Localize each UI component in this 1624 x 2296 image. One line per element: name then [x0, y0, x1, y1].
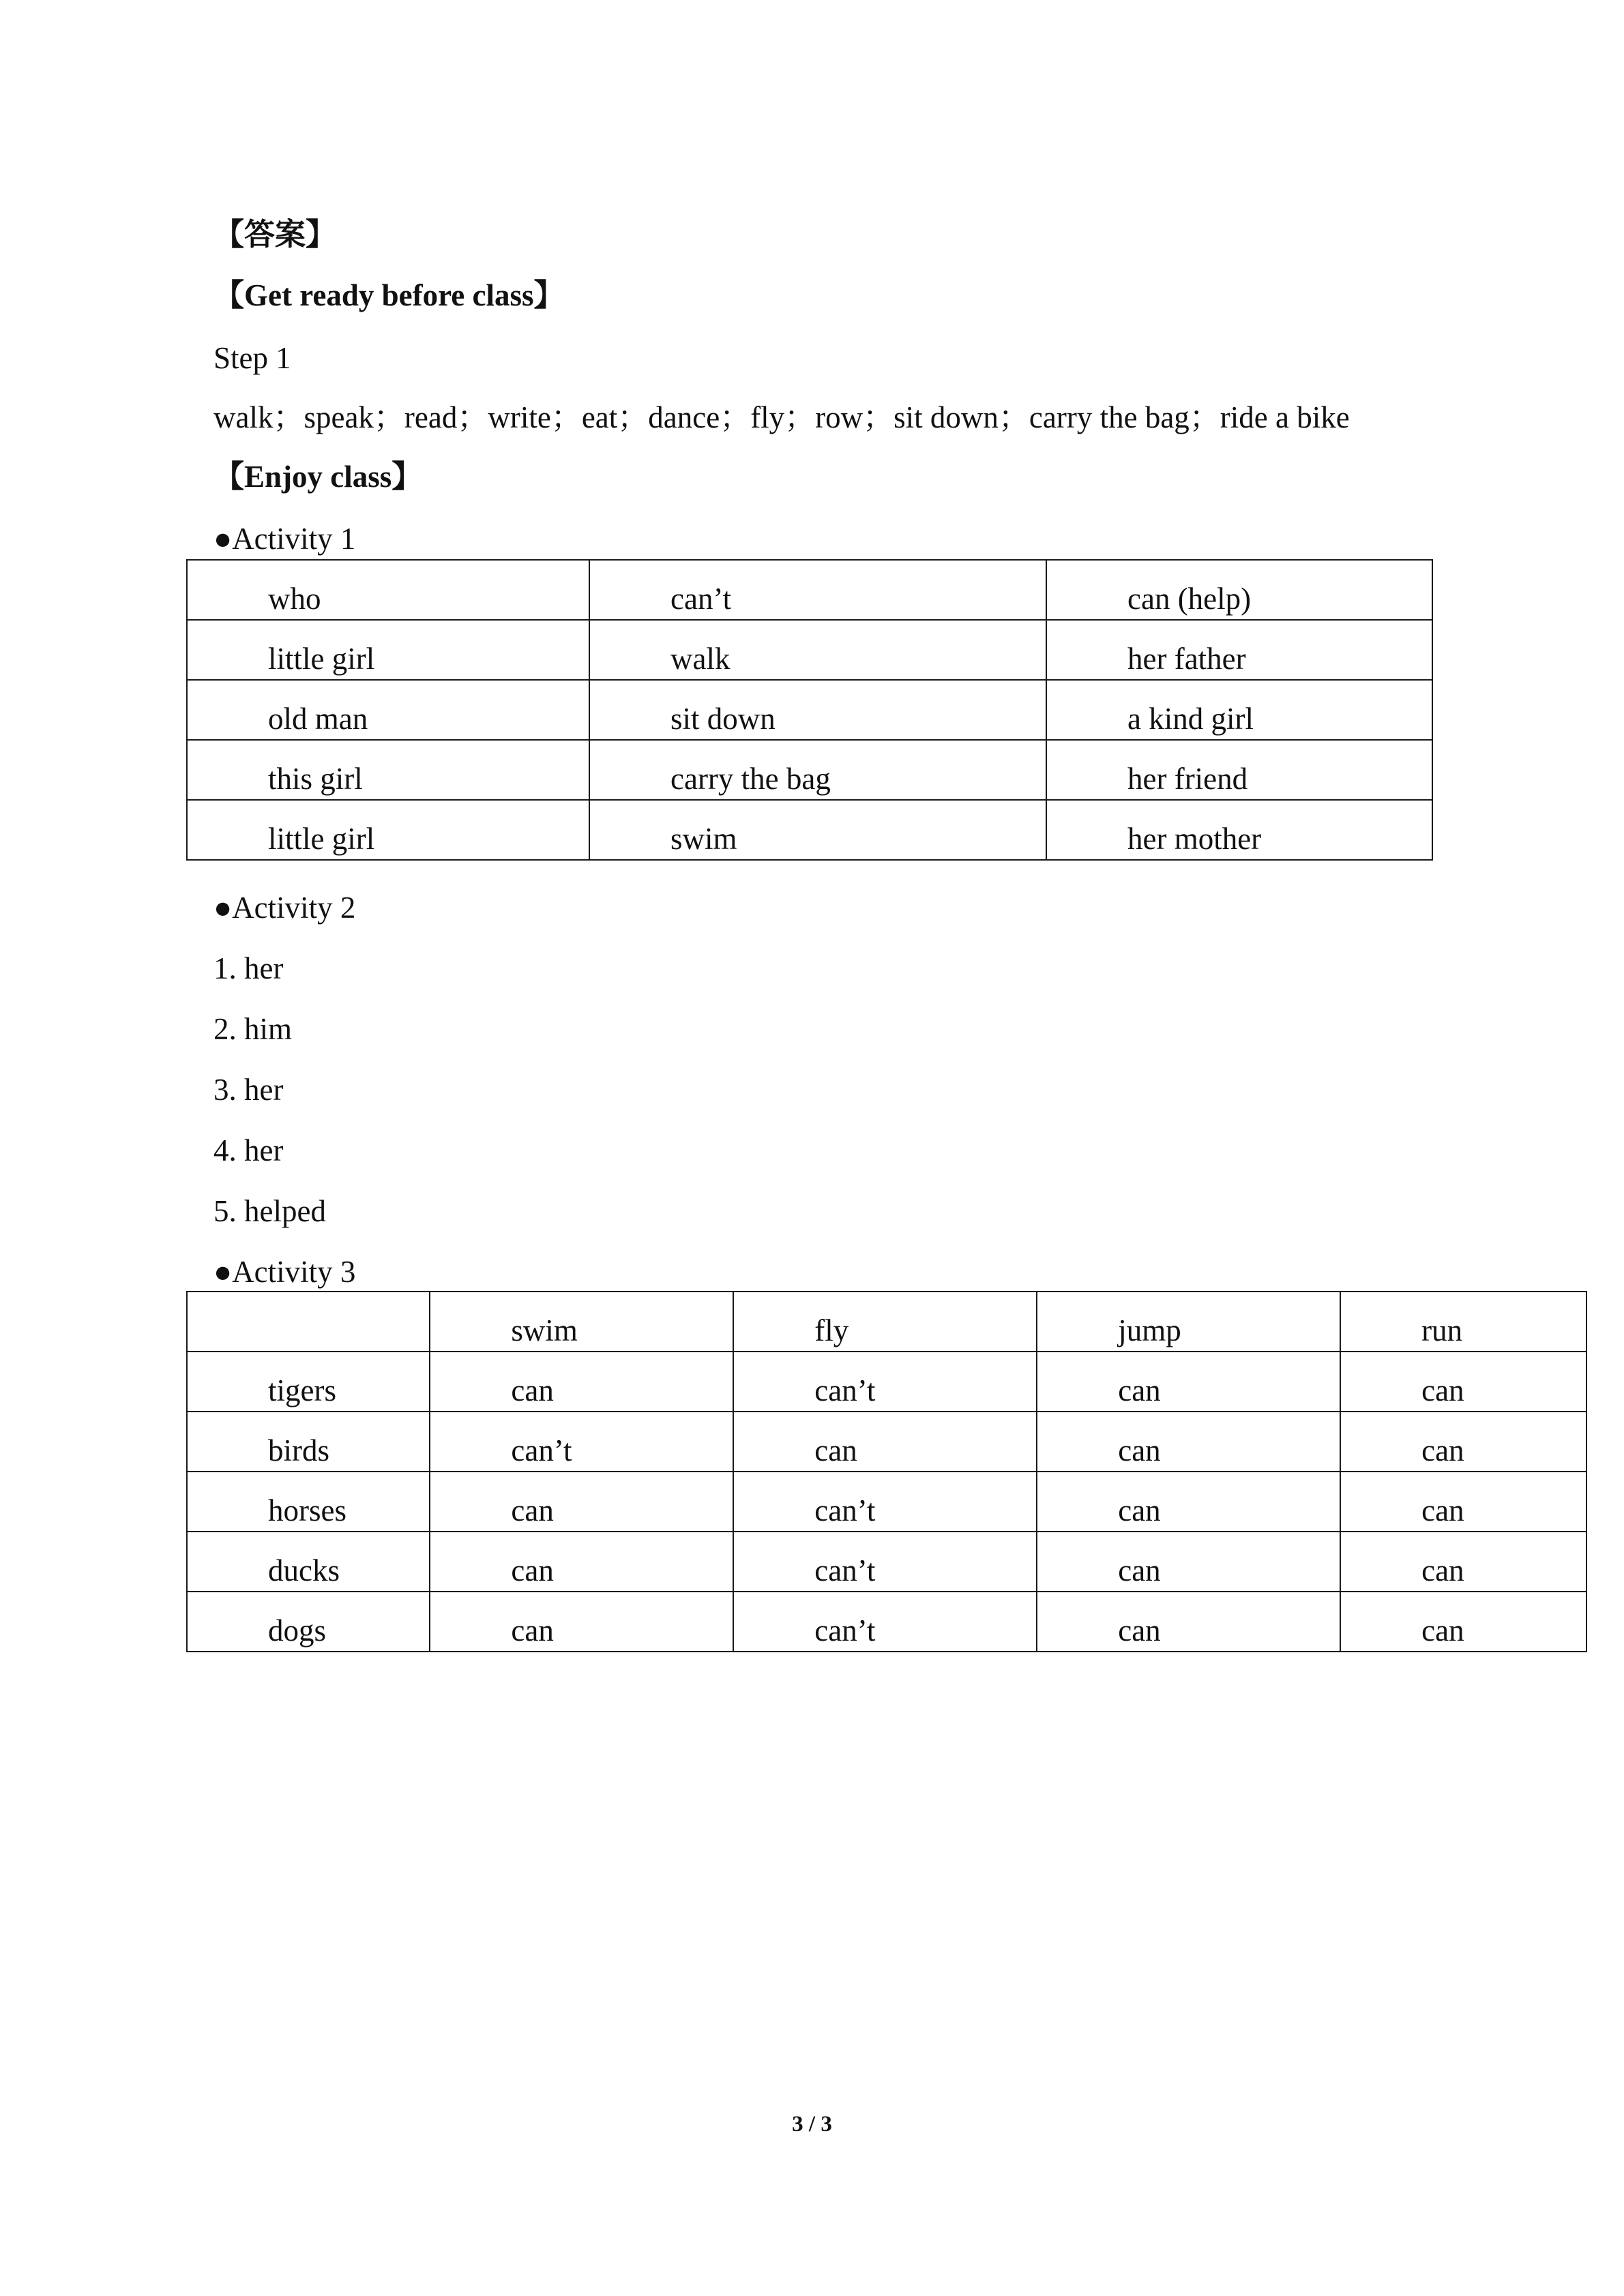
- activity2-answer: 4. her: [213, 1133, 284, 1167]
- table-cell: [187, 1292, 430, 1352]
- table-row: [187, 740, 1432, 800]
- activity3-label: ●Activity 3: [213, 1255, 356, 1289]
- table-cell: can: [430, 1352, 733, 1412]
- table-cell: little girl: [187, 800, 589, 860]
- table-cell: can’t: [733, 1592, 1037, 1652]
- table-cell: can: [1037, 1532, 1340, 1592]
- table-cell: can’t: [589, 560, 1046, 620]
- table-cell: her friend: [1046, 740, 1432, 800]
- activity3-table: [186, 1291, 1587, 1652]
- table-cell: dogs: [187, 1592, 430, 1652]
- table-cell: little girl: [187, 620, 589, 680]
- table-cell: tigers: [187, 1352, 430, 1412]
- table-cell: can: [733, 1412, 1037, 1472]
- table-cell: can: [1037, 1352, 1340, 1412]
- table-cell: can’t: [733, 1352, 1037, 1412]
- table-row: [187, 1292, 1586, 1352]
- table-row: [187, 1532, 1586, 1592]
- table-row: [187, 1472, 1586, 1532]
- table-cell: can: [1340, 1352, 1586, 1412]
- table-cell: can (help): [1046, 560, 1432, 620]
- table-cell: her father: [1046, 620, 1432, 680]
- table-cell: her mother: [1046, 800, 1432, 860]
- table-cell: can: [1340, 1472, 1586, 1532]
- activity2-answer: 3. her: [213, 1073, 284, 1107]
- table-cell: swim: [430, 1292, 733, 1352]
- activity1-label: ●Activity 1: [213, 522, 356, 556]
- activity2-answer: 5. helped: [213, 1194, 326, 1228]
- table-row: [187, 1352, 1586, 1412]
- table-cell: carry the bag: [589, 740, 1046, 800]
- table-cell: can: [1340, 1412, 1586, 1472]
- activity2-answer: 1. her: [213, 951, 284, 985]
- table-cell: run: [1340, 1292, 1586, 1352]
- table-cell: horses: [187, 1472, 430, 1532]
- table-cell: fly: [733, 1292, 1037, 1352]
- answer-heading: 【答案】: [213, 218, 337, 252]
- table-cell: walk: [589, 620, 1046, 680]
- table-cell: old man: [187, 680, 589, 740]
- table-cell: can’t: [430, 1412, 733, 1472]
- table-cell: who: [187, 560, 589, 620]
- table-cell: can: [1037, 1412, 1340, 1472]
- table-cell: swim: [589, 800, 1046, 860]
- table-cell: can: [1340, 1592, 1586, 1652]
- table-cell: can: [430, 1532, 733, 1592]
- step1-label: Step 1: [213, 341, 291, 375]
- table-cell: this girl: [187, 740, 589, 800]
- table-row: [187, 1412, 1586, 1472]
- table-cell: can: [430, 1592, 733, 1652]
- table-cell: can: [1340, 1532, 1586, 1592]
- activity2-answer: 2. him: [213, 1012, 293, 1046]
- table-row: [187, 560, 1432, 620]
- table-cell: can: [1037, 1592, 1340, 1652]
- table-cell: a kind girl: [1046, 680, 1432, 740]
- activity1-table: [186, 559, 1433, 861]
- table-row: [187, 1592, 1586, 1652]
- page-number: 3 / 3: [792, 2112, 832, 2136]
- table-cell: ducks: [187, 1532, 430, 1592]
- table-row: [187, 800, 1432, 860]
- table-cell: jump: [1037, 1292, 1340, 1352]
- table-row: [187, 620, 1432, 680]
- activity2-label: ●Activity 2: [213, 891, 356, 925]
- table-cell: sit down: [589, 680, 1046, 740]
- table-cell: can’t: [733, 1532, 1037, 1592]
- table-cell: can: [1037, 1472, 1340, 1532]
- table-row: [187, 680, 1432, 740]
- table-cell: can’t: [733, 1472, 1037, 1532]
- get-ready-heading: 【Get ready before class】: [213, 278, 565, 312]
- step1-word-list: walk；speak；read；write；eat；dance；fly；row；sit down；carry the bag；ride a bike: [213, 400, 1350, 434]
- table-cell: can: [430, 1472, 733, 1532]
- enjoy-class-heading: 【Enjoy class】: [213, 460, 423, 494]
- table-cell: birds: [187, 1412, 430, 1472]
